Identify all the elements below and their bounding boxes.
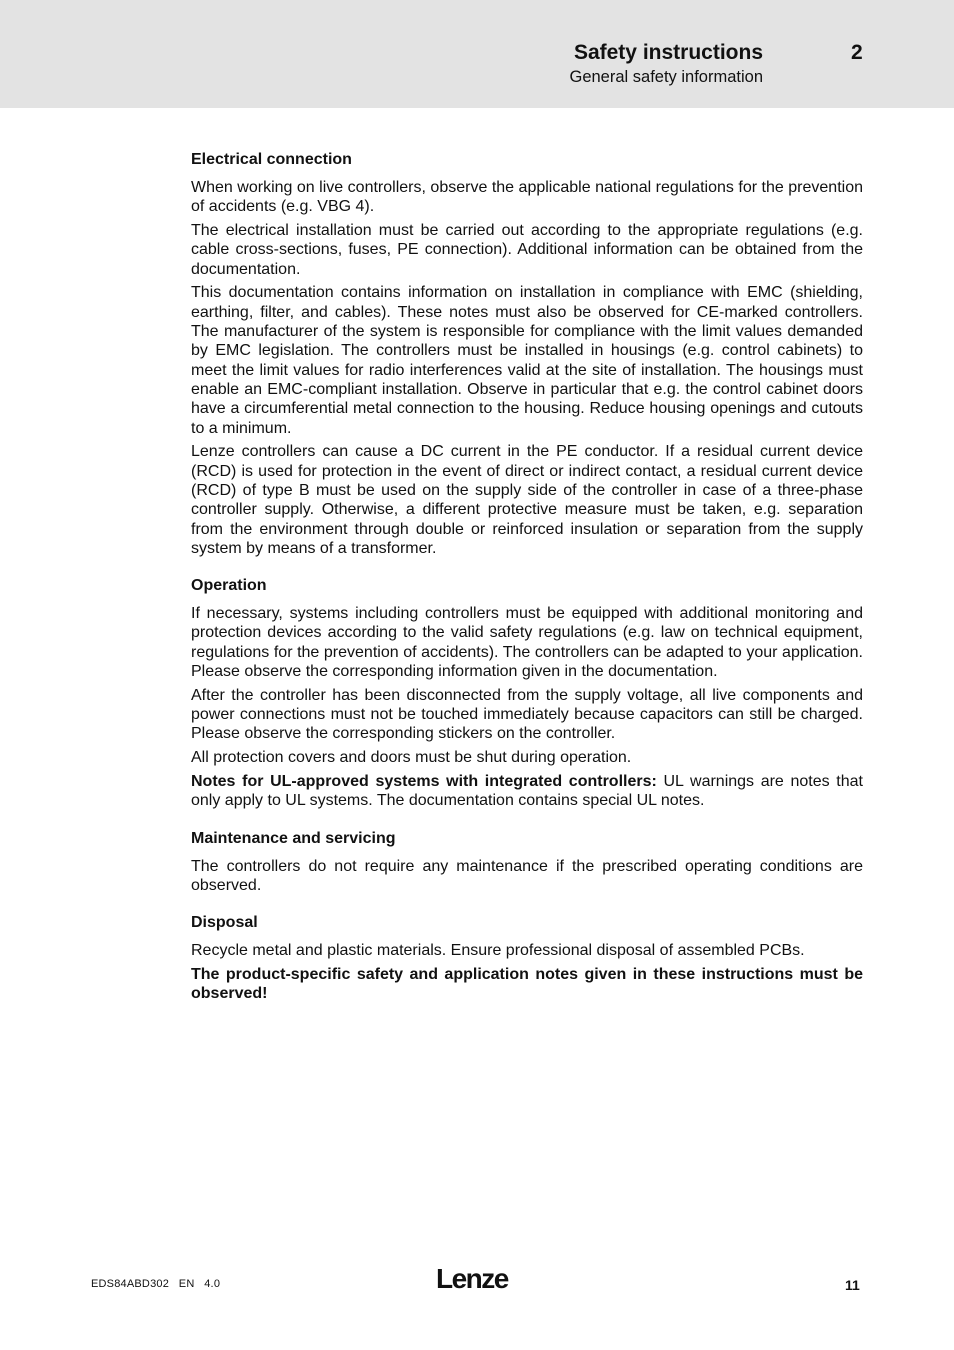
paragraph: When working on live controllers, observe the applicable national regulations for the prevention of accidents (e.g. VBG 4).	[191, 179, 863, 216]
closing-note: The product-specific safety and application notes given in these instructions must be observed!	[191, 966, 863, 1003]
section-disposal	[191, 913, 863, 1003]
heading-maintenance: Maintenance and servicing	[191, 829, 396, 847]
section-electrical-connection	[191, 150, 863, 558]
main-content	[191, 150, 863, 1022]
page-header	[0, 0, 954, 108]
paragraph: Lenze controllers can cause a DC current in the PE conductor. If a residual current device (RCD) is used for protection in the event of direct or indirect contact, a residual current device (RCD) of type B must be used on the supply side of the controller in case of a three-phase controller supply. Otherwise, a different protective measure must be taken, e.g. separation from the environment through double or reinforced insulation or separation from the supply system by means of a transformer.	[191, 443, 863, 557]
paragraph: Recycle metal and plastic materials. Ensure professional disposal of assembled PCBs.	[191, 942, 805, 960]
paragraph: After the controller has been disconnected from the supply voltage, all live components and power connections must not be touched immediately because capacitors can still be charged. Please observe the corresponding stickers on the controller.	[191, 686, 863, 743]
logo-text: Lenze	[436, 1263, 508, 1293]
chapter-number: 2	[851, 41, 863, 64]
paragraph: If necessary, systems including controllers must be equipped with additional monitoring and protection devices according to the valid safety regulations (e.g. law on technical equipment, regulations for the prevention of accidents). The controllers can be adapted to your application. Please observe the corresponding information given in the documentation.	[191, 605, 863, 681]
paragraph: The controllers do not require any maintenance if the prescribed operating conditions are observed.	[191, 857, 863, 894]
section-title: Safety instructions	[573, 41, 763, 64]
paragraph: The electrical installation must be carried out according to the appropriate regulations (e.g. cable cross-sections, fuses, PE connection). Additional information can be obtained from the documentation.	[191, 222, 863, 278]
section-operation	[191, 576, 863, 810]
paragraph: All protection covers and doors must be shut during operation.	[191, 749, 632, 767]
document-id: EDS84ABD302 EN 4.0	[91, 1278, 221, 1290]
section-maintenance	[191, 829, 863, 896]
ul-notes-text: UL warnings are notes that only apply to UL systems. The documentation contains special UL notes.	[191, 773, 863, 810]
section-subtitle: General safety information	[569, 68, 763, 86]
ul-notes-lead: Notes for UL-approved systems with integrated controllers:	[191, 773, 657, 791]
heading-electrical-connection: Electrical connection	[191, 151, 352, 168]
ul-notes-paragraph	[191, 772, 863, 811]
heading-disposal: Disposal	[191, 914, 258, 932]
lenze-logo	[436, 1263, 516, 1293]
paragraph: This documentation contains information on installation in compliance with EMC (shielding, earthing, filter, and cables). These notes must also be observed for CE-marked controllers. The manufacturer of the system is responsible for compliance with the limit values demanded by EMC legislation. The controllers must be installed in housings (e.g. control cabinets) to meet the limit values for radio interferences valid at the site of installation. The housings must enable an EMC-compliant installation. Observe in particular that e.g. the control cabinet doors have a circumferential metal connection to the housing. Reduce housing openings and cutouts to a minimum.	[191, 284, 863, 437]
page-number: 11	[845, 1277, 860, 1293]
heading-operation: Operation	[191, 577, 267, 595]
